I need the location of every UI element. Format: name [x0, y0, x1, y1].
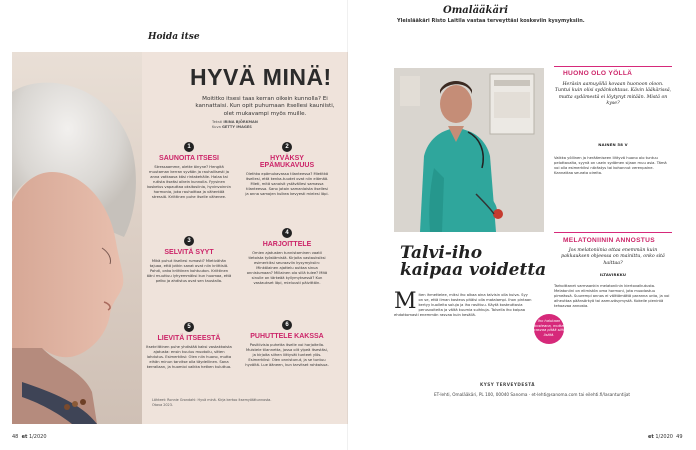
qa-asker: ILTAVIRKKU — [599, 272, 627, 277]
tip-title: PUHUTTELE KAKSSA — [250, 333, 324, 340]
tip-number: 2 — [282, 142, 292, 152]
ask-label: KYSY TERVEYDESTÄ — [480, 382, 535, 387]
doctor-portrait-image — [394, 68, 544, 232]
tip-2 — [244, 142, 330, 197]
article-body — [394, 289, 532, 318]
drop-cap: M — [394, 289, 417, 314]
article-headline — [400, 245, 550, 279]
tip-number: 4 — [282, 228, 292, 238]
tip-number: 5 — [184, 322, 194, 332]
tip-number: 3 — [184, 236, 194, 246]
feature-lead: Moititko itsesi taas kerran oikein kunnolla? Ei kannattaisi. Kun opit puhumaan itsellesi kauniisti, olet mukavampi myös muille. — [195, 96, 335, 117]
tip-body: Itsekriittinen puhe yhdistää kaksi vastakkaista ajatusta: ensin kuuluu muotoilu, sitten lohdutus. Esimerkiksi: Olen niin huono, mutta eihän minun tarvitse olla täydellinen. Sana kerrallaan, ja huomioi vaikka hetken kuluttua. — [146, 345, 232, 369]
qa-divider — [554, 66, 672, 67]
contact-line: ET-lehti, Omalääkäri, PL 100, 00040 Sanoma · et-lehti@sanoma.com tai eilehti.fi/lasantuntijat — [434, 392, 631, 397]
pull-quote-bubble: Iho halutaan kosteana, mutta rasvaa pitää silti lisätä. — [534, 314, 564, 344]
tip-4 — [244, 228, 330, 286]
section-subtitle: Yleislääkäri Risto Laitila vastaa terveyttäsi koskeviin kysymyksiin. — [397, 18, 585, 24]
tip-title: SELVITÄ SYYT — [164, 249, 214, 256]
headline-line-1: Talvi-iho — [400, 243, 483, 263]
section-label: Hoida itse — [148, 32, 200, 42]
tip-title: HYVÄKSY EPÄMUKAVUUS — [259, 155, 315, 169]
feature-panel — [12, 52, 348, 424]
qa-question: Heräsin aamuyöllä kovaan huonoon oloon. Tuntui kuin olisi sydänkohtaus. Kävin lääkärissä, mutta sydämestä ei löytynyt mitään. Mistä on kyse? — [554, 82, 672, 107]
left-footer — [12, 434, 47, 440]
doctor-photo — [394, 68, 544, 232]
woman-photo — [12, 52, 142, 424]
tip-body: Positiivisia puhetta itselle voi harjoitella. Muistele tilannetta, jossa olit ylpeä itsestäsi, ja kirjoita siihen liittyvät tunteet ylös. Esimerkiksi: Olen onnistunut, ja se tuntuu hyvältä. Lue ääneen, kun tarvitset rohkaisua. — [245, 343, 329, 367]
magazine-logo: et — [648, 434, 654, 440]
page-number: 49 — [676, 434, 683, 440]
byline-photo-label: Kuva — [212, 124, 221, 129]
tip-body: Olethko epämukavassa tilanteessa? Mietitkö itsellesi, että kenka-tuudet ovat niin elämää. Mieti, mitä sanoisit ystävällesi samassa tilanteessa. Sano jotain samanlaista itsellesi ja anna samojen kulkea kevyesti mielesi läpi. — [245, 172, 329, 196]
tip-body: Omien ajatusten tunnistaminen vaatii tietoista työstämistä. Kirjoita vastauksiksi esimerkiksi seuraaviin kysymyksiin: Minkälainen ajattelu auttaa sinua onnistumaan? Millainen olo sillä tulee? Mitä sinulle on tärkeää kyllymyksessä? Kun vastaukset läpi, mieluusti päivittäin. — [246, 251, 328, 285]
tip-1 — [146, 142, 232, 200]
tip-number: 6 — [282, 320, 292, 330]
feature-headline: HYVÄ MINÄ! — [190, 64, 332, 90]
sources-caption: Lähteet: Ronnie Grondahl: Hyvä minä. Kirja kertoo itsemyötätunnosta. Otava 2023. — [152, 398, 272, 407]
byline-text-label: Teksti — [212, 120, 223, 124]
byline-photo-name: GETTY IMAGES — [221, 124, 252, 129]
right-footer — [648, 434, 683, 440]
magazine-logo: et — [21, 434, 28, 440]
tip-title: LIEVITÄ ITSEESTÄ — [157, 335, 221, 342]
tip-5 — [146, 322, 232, 370]
tip-title: SAUNOITA ITSESI — [159, 155, 219, 162]
qa-question: Jos melatoniinia ottaa enemmän kuin pakkauksen ohjeessa on mainittu, onko sitä haittaa? — [561, 248, 665, 266]
qa-answer: Tarkoittanet varmaankin melatoniinin kiertovaikutusta. Melatoniini on elimistön oma hormoni, jota muodostuu pimeässä. Suurempi annos ei välttämättä paranna unta, ja voi aiheuttaa päänsärkyä tai aamuväsymystä. Kokeile pienintä tehoavaa annosta. — [554, 284, 670, 308]
qa-answer: Vaikka yöllinen ja heräämiseen liittyvä huono olo tuntuu pelottavalta, syynä on usein sydämen sijaan muu asia. Tämä voi olla esimerkiksi närästys tai kohonnut verenpaine. Kannattaa seurata oireita. — [554, 156, 667, 175]
issue-number: 1/2020 — [28, 434, 47, 440]
qa-divider — [554, 232, 672, 233]
woman-portrait-image — [12, 52, 142, 424]
issue-number: 1/2020 — [655, 434, 673, 440]
right-page — [348, 0, 696, 450]
section-label: Omalääkäri — [443, 5, 509, 16]
byline-text-name: IRINA BJÖRKMAN — [223, 120, 258, 124]
article-text: iten ihmettelee, miksi iho alkaa aina talvisin olla kuiva. Syy on se, että ilman kosteus pitäisi olla matalampi. Ihon pintaan kertyy kuolleita soluja ja iho rasittuu. Käytä kosteuttavia perusvoiteita ja vältä kuumia suihkuja. Talvella iho kaipaa ehdottomasti enemmän rasvaa kuin kesällä. — [394, 293, 532, 317]
qa-asker: NAINEN 58 V — [598, 142, 628, 147]
qa-title: HUONO OLO YÖLLÄ — [563, 70, 633, 77]
tip-title: HARJOITTELE — [262, 241, 312, 248]
headline-line-2: kaipaa voidetta — [400, 260, 547, 280]
tip-number: 1 — [184, 142, 194, 152]
tip-body: Mikä puhut itsellesi rumasti? Mietivähän tajuaa, että jotkin sanat ovat niin kriittisiä. Pohdi, onko kriittinen kohtuuton. Kriittinen ääni muuttuu lyhyemmäksi kun huomaa, että pelko ja ahdistus ovat sen taustalla. — [146, 259, 232, 283]
tip-6 — [244, 320, 330, 368]
feature-byline — [212, 120, 258, 130]
qa-title: MELATONIININ ANNOSTUS — [563, 237, 655, 244]
tip-3 — [146, 236, 232, 284]
page-number: 48 — [12, 434, 19, 440]
tip-body: Stressaamme, olette äinyne? Hengitä muutaman kerran syvään ja rauhallisesti ja anna vatkaava käsi rintakehälle. Halaa tai rutista itseäsi oikein kunnolla. Fyysinen kosketus vapauttaa oksitosiinia, hyvinvoinnin hormonia, joka rauhoittaa ja vähentää stressiä. Kriittinen puhe itselle vähenee. — [147, 165, 231, 199]
